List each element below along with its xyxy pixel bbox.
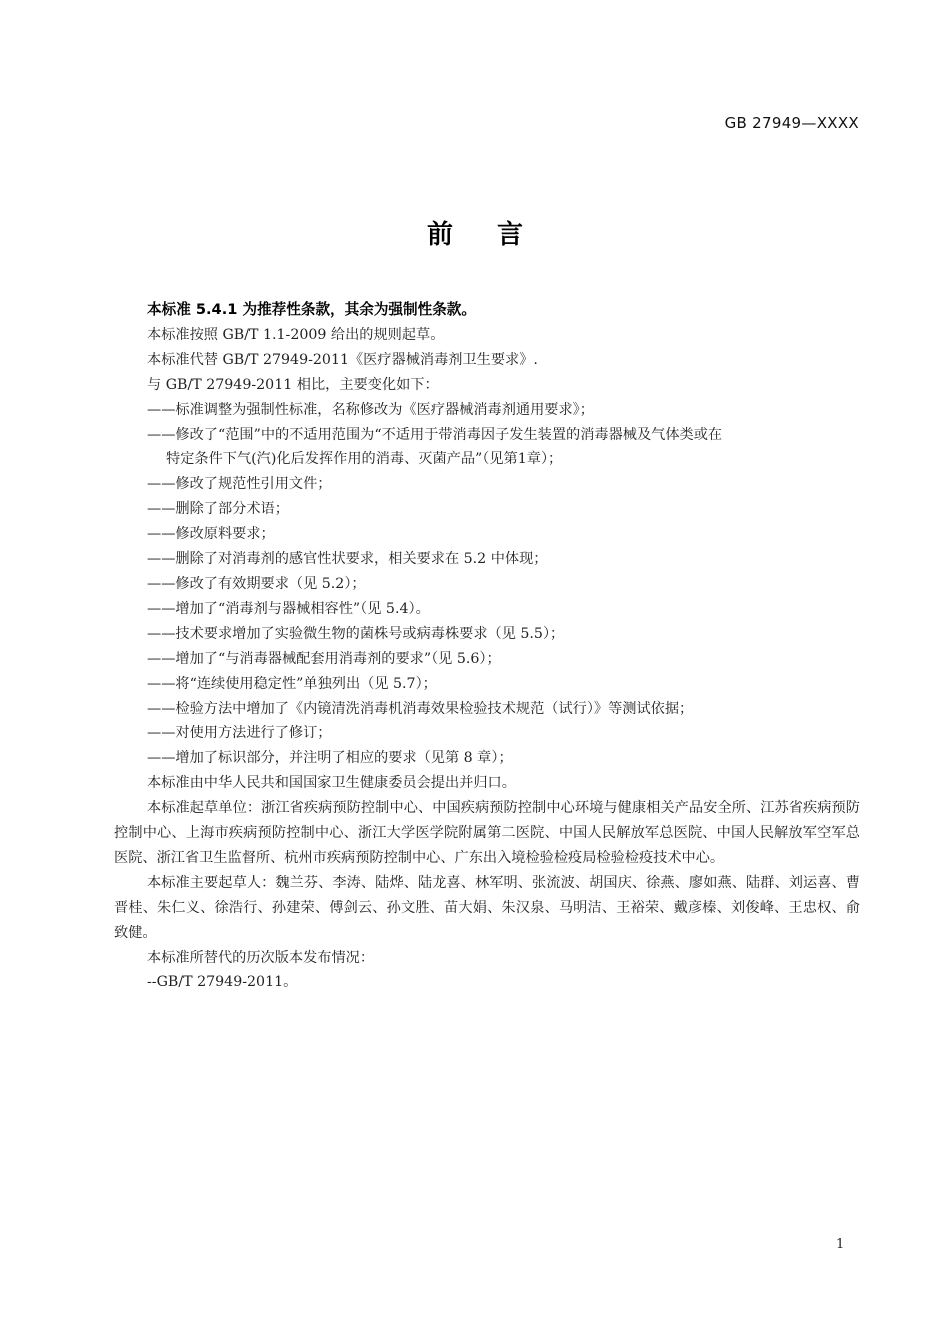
- replacement-statement: 本标准代替 GB/T 27949-2011《医疗器械消毒剂卫生要求》.: [147, 351, 538, 368]
- history-intro: 本标准所替代的历次版本发布情况：: [147, 949, 375, 966]
- change-item: ——增加了“与消毒器械配套用消毒剂的要求”（见 5.6）；: [147, 650, 501, 667]
- history-item: --GB/T 27949-2011。: [147, 974, 298, 991]
- mandatory-clause-note: 本标准 5.4.1 为推荐性条款，其余为强制性条款。: [147, 301, 476, 318]
- change-item: ——修改了规范性引用文件；: [147, 476, 332, 493]
- change-item: ——增加了标识部分，并注明了相应的要求（见第 8 章）；: [147, 750, 513, 767]
- title-char-2: 言: [497, 220, 524, 250]
- change-item: ——修改了“范围”中的不适用范围为“不适用于带消毒因子发生装置的消毒器械及气体类或在: [147, 426, 723, 443]
- change-item: ——删除了部分术语；: [147, 501, 289, 518]
- drafting-units-paragraph: 本标准起草单位：浙江省疾病预防控制中心、中国疾病预防控制中心环境与健康相关产品安全所、江苏省疾病预防控制中心、上海市疾病预防控制中心、浙江大学医学院附属第二医院、中国人民解放军总医院、中国人民解放军空军总医院、浙江省卫生监督所、杭州市疾病预防控制中心、广东出入境检验检疫局检验检疫技术中心。: [114, 800, 860, 866]
- change-item: ——增加了“消毒剂与器械相容性”（见 5.4）。: [147, 600, 430, 617]
- title-char-1: 前: [426, 220, 453, 250]
- drafters-paragraph: 本标准主要起草人：魏兰芬、李涛、陆烨、陆龙喜、林军明、张流波、胡国庆、徐燕、廖如燕、陆群、刘运喜、曹晋桂、朱仁义、徐浩行、孙建荣、傅剑云、孙文胜、苗大娟、朱汉泉、马明洁、王裕荣、戴彦榛、刘俊峰、王忠权、俞致健。: [114, 874, 860, 941]
- change-item: ——将“连续使用稳定性”单独列出（见 5.7）；: [147, 675, 437, 692]
- foreword-body: [114, 298, 860, 995]
- proposer-statement: 本标准由中华人民共和国国家卫生健康委员会提出并归口。: [147, 775, 516, 792]
- change-item: ——修改原料要求；: [147, 526, 275, 543]
- page-number: 1: [836, 1237, 845, 1252]
- comparison-intro: 与 GB/T 27949-2011 相比，主要变化如下：: [147, 376, 439, 393]
- changes-list: [114, 398, 860, 772]
- change-item: ——检验方法中增加了《内镜清洗消毒机消毒效果检验技术规范（试行）》等测试依据；: [147, 700, 694, 717]
- page-title: [0, 214, 950, 251]
- change-item: ——技术要求增加了实验微生物的菌株号或病毒株要求（见 5.5）；: [147, 625, 565, 642]
- change-item: ——删除了对消毒剂的感官性状要求，相关要求在 5.2 中体现；: [147, 551, 548, 568]
- change-item: ——标准调整为强制性标准，名称修改为《医疗器械消毒剂通用要求》；: [147, 401, 594, 418]
- change-item: ——对使用方法进行了修订；: [147, 725, 332, 742]
- change-item: ——修改了有效期要求（见 5.2）；: [147, 575, 366, 592]
- drafting-rule-statement: 本标准按照 GB/T 1.1-2009 给出的规则起草。: [147, 326, 445, 343]
- change-item-continuation: 特定条件下气(汽)化后发挥作用的消毒、灭菌产品”（见第1章）；: [166, 451, 563, 468]
- standard-number: GB 27949—XXXX: [724, 114, 859, 132]
